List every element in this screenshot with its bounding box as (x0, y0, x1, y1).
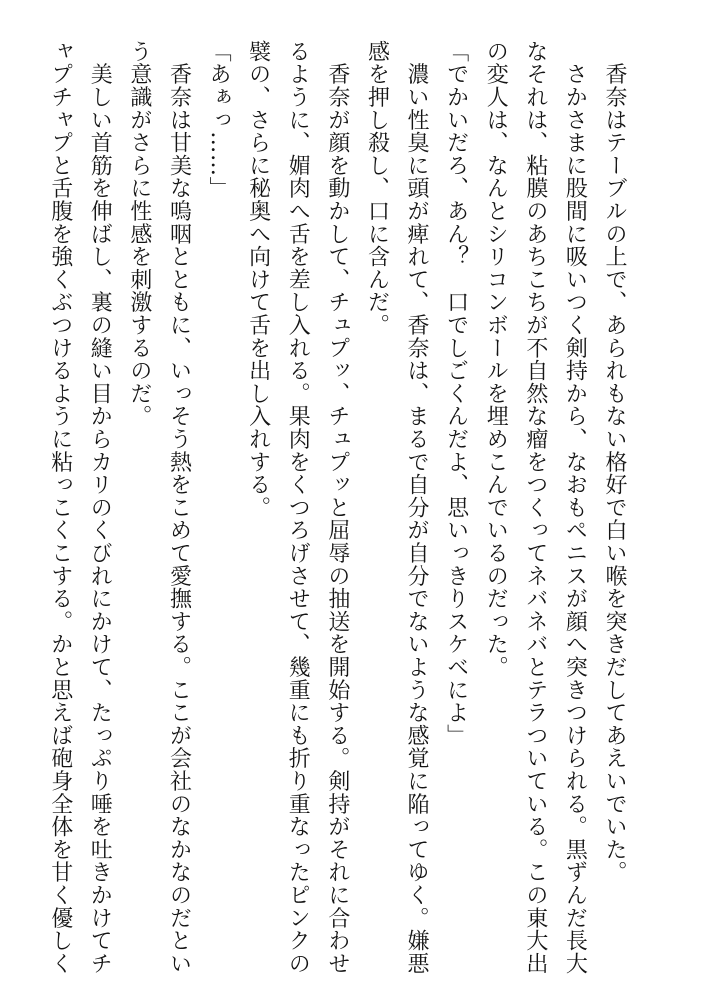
text-line: るように、媚肉へ舌を差し入れる。果肉をくつろげさせて、幾重にも折り重なったピンクの (285, 40, 311, 975)
text-line: 香奈が顔を動かして、チュプッ、チュプッと屈辱の抽送を開始する。剣持がそれに合わせ (324, 40, 350, 975)
text-line: さかさまに股間に吸いつく剣持から、なおもペニスが顔へ突きつけられる。黒ずんだ長大 (562, 40, 588, 975)
text-line: ャプチャプと舌腹を強くぶつけるように粘っこくこする。かと思えば砲身全体を甘く優しく (47, 40, 73, 975)
text-line: 「あぁっ……」 (206, 40, 232, 200)
text-line: 「でかいだろ、あん？ 口でしごくんだよ、思いっきりスケベによ」 (443, 40, 469, 747)
text-line: 香奈は甘美な嗚咽とともに、いっそう熱をこめて愛撫する。ここが会社のなかなのだとい (166, 40, 192, 975)
text-line: の変人は、なんとシリコンボールを埋めこんでいるのだった。 (483, 40, 509, 679)
text-line: 香奈はテーブルの上で、あられもない格好で白い喉を突きだしてあえいでいた。 (602, 40, 627, 884)
text-line: 感を押し殺し、口に含んだ。 (364, 40, 390, 337)
text-line: なそれは、粘膜のあちこちが不自然な瘤をつくってネバネバとテラついている。この東大出 (522, 40, 548, 975)
vertical-text-body (40, 40, 634, 985)
text-line: う意識がさらに性感を刺激するのだ。 (126, 40, 152, 428)
text-line: 襞の、さらに秘奥へ向けて舌を出し入れする。 (245, 40, 271, 519)
text-line: 濃い性臭に頭が痺れて、香奈は、まるで自分が自分でないような感覚に陥ってゆく。嫌悪 (404, 40, 430, 975)
text-line: 美しい首筋を伸ばし、裏の縫い目からカリのくびれにかけて、たっぷり唾を吐きかけてチ (87, 40, 113, 975)
